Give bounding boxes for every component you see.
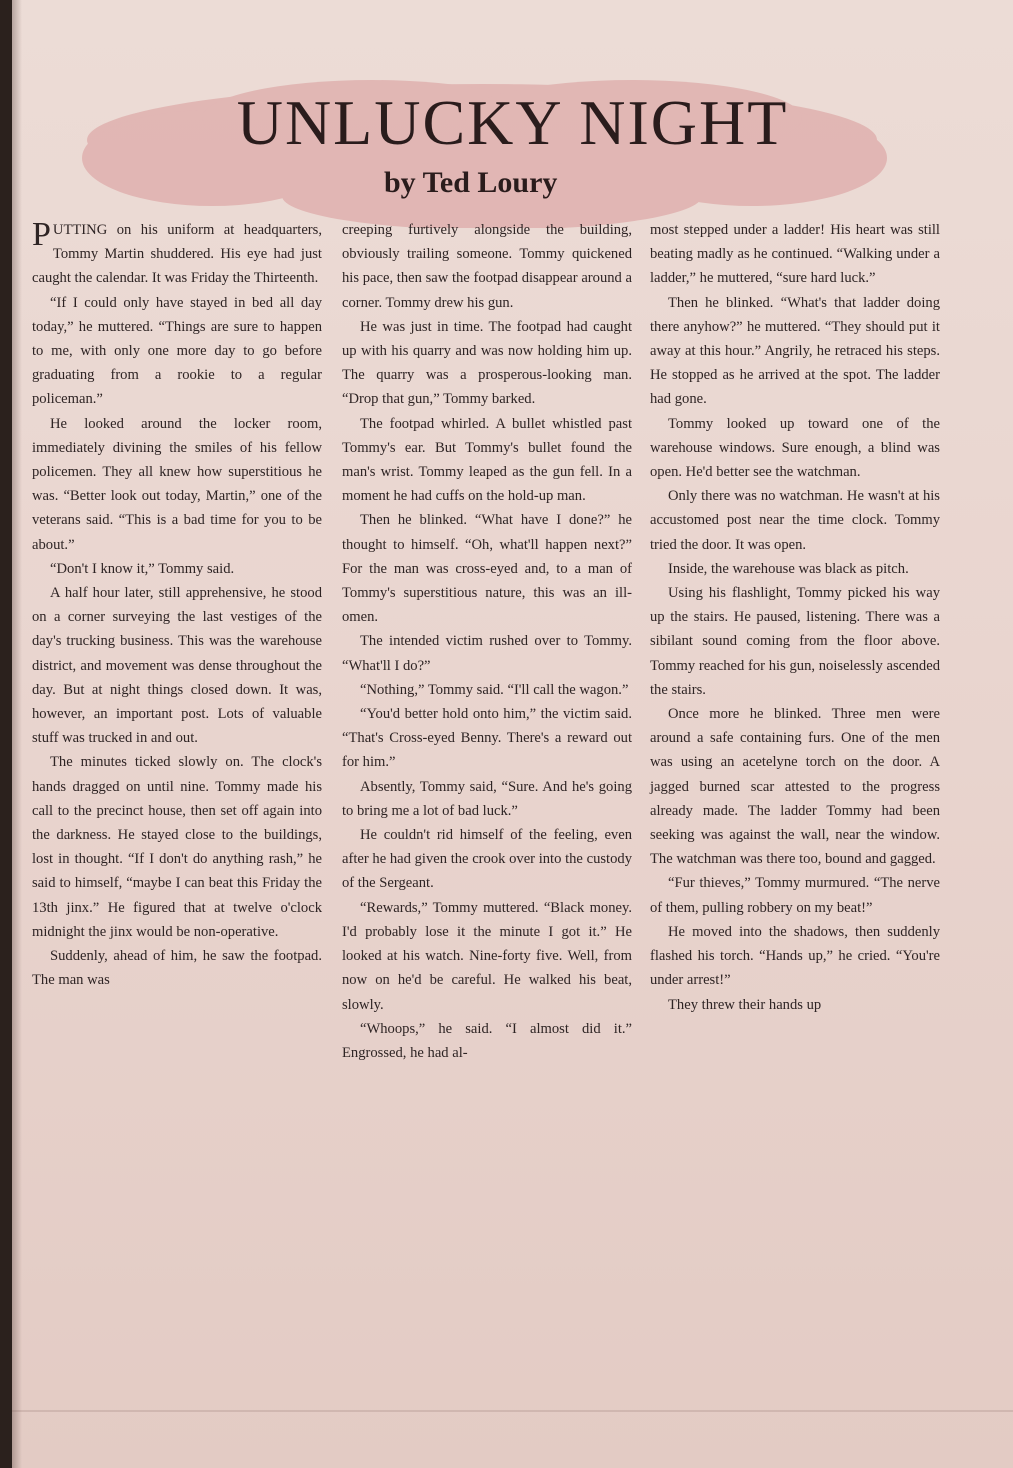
paragraph: “Nothing,” Tommy said. “I'll call the wagon.” [360,681,629,698]
paragraph: Absently, Tommy said, “Sure. And he's going to bring me a lot of bad luck.” [342,778,632,819]
paragraph: Only there was no watchman. He wasn't at his accustomed post near the time clock. Tommy tried the door. It was open. [650,488,940,553]
drop-cap: P [32,216,51,253]
paragraph: “You'd better hold onto him,” the victim said. “That's Cross-eyed Benny. There's a reward out for him.” [342,706,632,771]
paragraph: The footpad whirled. A bullet whistled past Tommy's ear. But Tommy's bullet found the man's wrist. Tommy leaped as the gun fell. In a moment he had cuffs on the hold-up man. [342,415,632,505]
paragraph: most stepped under a ladder! His heart was still beating madly as he continued. “Walking under a ladder,” he muttered, “sure hard luck.” [650,222,940,287]
paragraph: “Fur thieves,” Tommy murmured. “The nerve of them, pulling robbery on my beat!” [650,875,940,916]
paragraph: Once more he blinked. Three men were around a safe containing furs. One of the men was using an acetelyne torch on the door. A jagged burned scar attested to the progress already made. The ladder Tommy had been seeking was against the wall, near the window. The watchman was there too, bound and gagged. [650,706,940,868]
opening-text: UTTING on his uniform at headquarters, Tommy Martin shuddered. His eye had just caught the calendar. It was Friday the Thirteenth. [32,222,322,287]
paragraph: Using his flashlight, Tommy picked his way up the stairs. He paused, listening. There was a sibilant sound coming from the floor above. Tommy reached for his gun, noiselessly ascended the stairs. [650,585,940,698]
magazine-page [12,0,1013,1468]
paragraph: “Don't I know it,” Tommy said. [50,560,235,577]
page-fold-line [12,1410,1013,1412]
paragraph: He looked around the locker room, immediately divining the smiles of his fellow policemen. They all knew how superstitious he was. “Better look out today, Martin,” one of the veterans said. “This is a bad time for you to be about.” [32,415,322,553]
paragraph: Suddenly, ahead of him, he saw the footpad. The man was [32,948,322,989]
article-title: UNLUCKY NIGHT [236,87,789,158]
paragraph: The intended victim rushed over to Tommy. “What'll I do?” [342,633,632,674]
paragraph: “If I could only have stayed in bed all day today,” he muttered. “Things are sure to happen to me, with only one more day to go before graduating from a rookie to a regular policeman.” [32,294,322,408]
paragraph: Then he blinked. “What have I done?” he thought to himself. “Oh, what'll happen next?” For the man was cross-eyed and, to a man of Tommy's superstitious nature, this was an ill-omen. [342,512,632,626]
paragraph: Inside, the warehouse was black as pitch. [668,560,909,577]
paragraph: He couldn't rid himself of the feeling, even after he had given the crook over into the custody of the Sergeant. [342,827,632,892]
paragraph: He was just in time. The footpad had caught up with his quarry and was now holding him up. The quarry was a prosperous-looking man. “Drop that gun,” Tommy barked. [342,318,632,408]
article-byline: by Ted Loury [384,166,558,199]
paragraph: A half hour later, still apprehensive, he stood on a corner surveying the last vestiges of the day's trucking business. This was the warehouse district, and movement was dense throughout the day. But at night things closed down. It was, however, an important post. Lots of valuable stuff was trucked in and out. [32,585,322,747]
opening-paragraph [32,218,322,291]
paragraph: The minutes ticked slowly on. The clock's hands dragged on until nine. Tommy made his call to the precinct house, then set off again into the darkness. He stayed close to the buildings, lost in thought. “If I don't do anything rash,” he said to himself, “maybe I can beat this Friday the 13th jinx.” He figured that at twelve o'clock midnight the jinx would be non-operative. [32,754,322,940]
paragraph: Tommy looked up toward one of the warehouse windows. Sure enough, a blind was open. He'd better see the watchman. [650,415,940,481]
paragraph: creeping furtively alongside the building, obviously trailing someone. Tommy quickened his pace, then saw the footpad disappear around a corner. Tommy drew his gun. [342,222,632,311]
paragraph: “Whoops,” he said. “I almost did it.” Engrossed, he had al- [342,1020,632,1061]
text-column-1 [32,218,322,1398]
text-column-2 [342,218,632,1398]
paragraph: “Rewards,” Tommy muttered. “Black money. I'd probably lose it the minute I got it.” He looked at his watch. Nine-forty five. Well, from now on he'd be careful. He walked his beat, slowly. [342,899,632,1013]
paragraph: They threw their hands up [668,996,822,1013]
text-column-3 [650,218,940,1398]
paragraph: Then he blinked. “What's that ladder doing there anyhow?” he muttered. “They should put it away at this hour.” Angrily, he retraced his steps. He stopped as he arrived at the spot. The ladder had gone. [650,294,940,408]
paragraph: He moved into the shadows, then suddenly flashed his torch. “Hands up,” he cried. “You're under arrest!” [650,923,940,989]
